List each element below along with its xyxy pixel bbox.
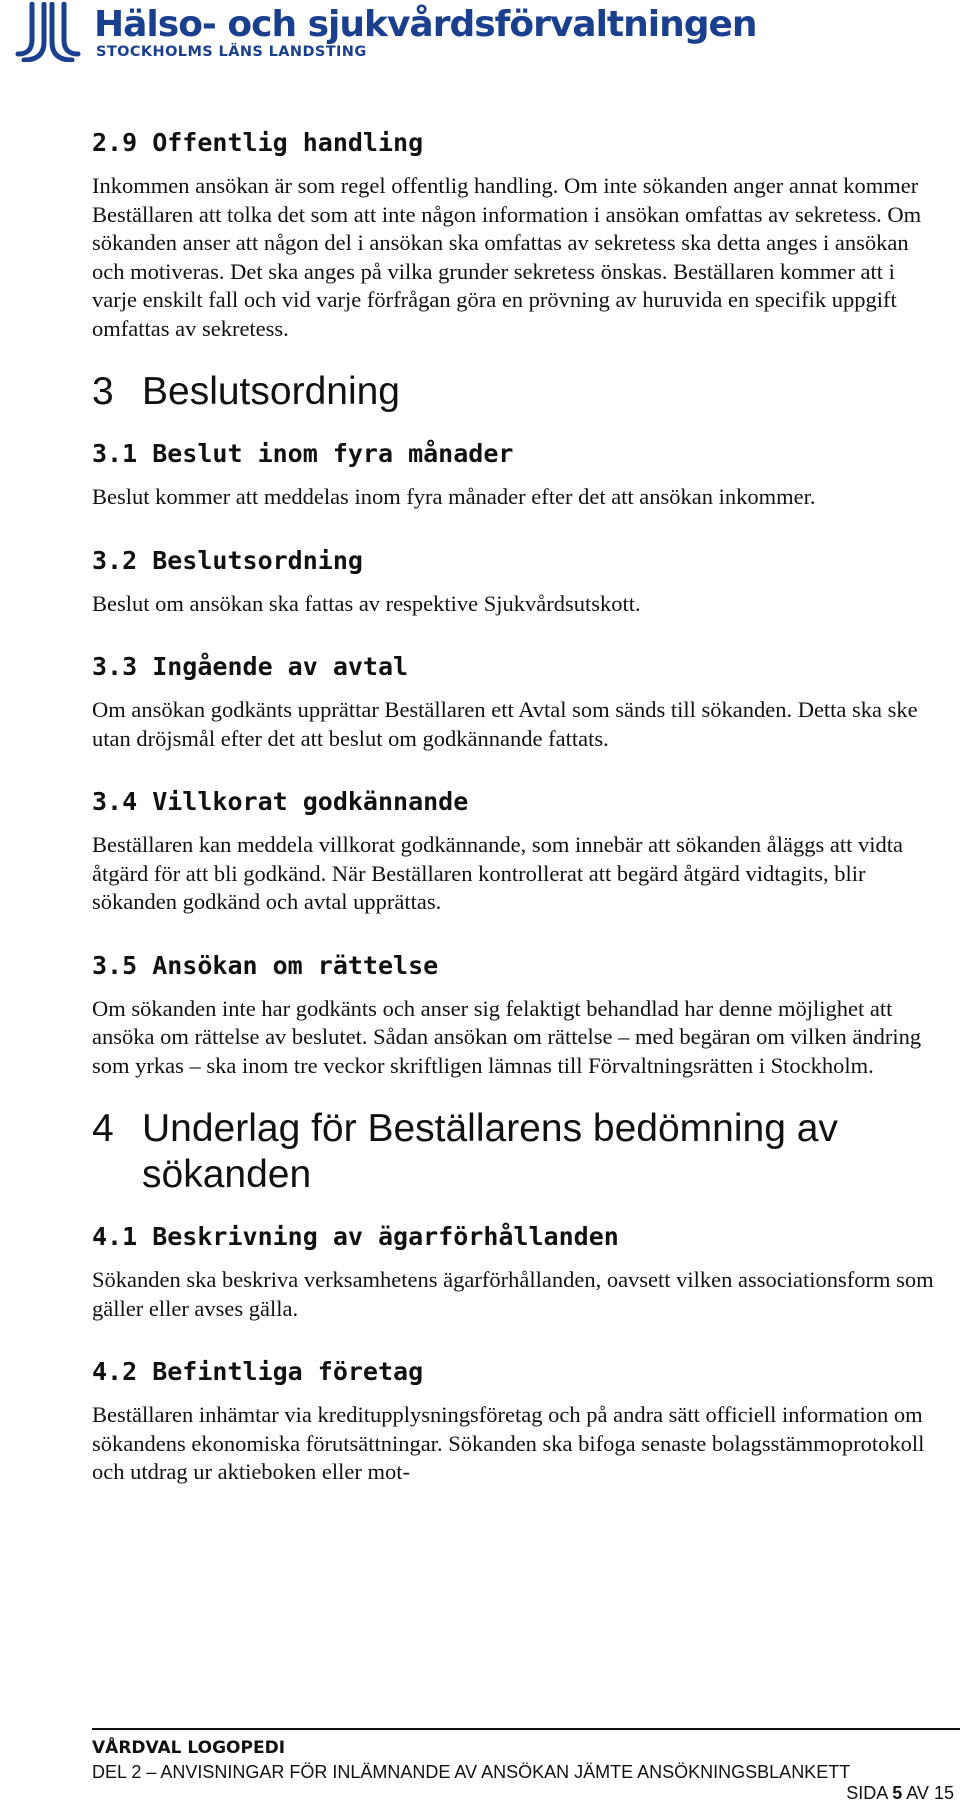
organization-name: Hälso- och sjukvårdsförvaltningen (94, 4, 757, 45)
chapter-number: 4 (92, 1107, 114, 1150)
chapter-number: 3 (92, 370, 114, 413)
chapter-heading-4 (92, 1106, 942, 1198)
chapter-title: Underlag för Beställarens bedömning av sökanden (142, 1107, 838, 1196)
section-heading-2-9: 2.9 Offentlig handling (92, 128, 424, 157)
section-text-4-2: Beställaren inhämtar via kreditupplysningsföretag och på andra sätt officiell information om sökandens ekonomiska förutsättningar. Sökanden ska bifoga senaste bolagsstämmoprotokoll och utdrag ur aktieboken eller mot- (92, 1402, 925, 1484)
footer-divider (92, 1728, 960, 1730)
section-text-3-5: Om sökanden inte har godkänts och anser sig felaktigt behandlad har denne möjlighet att ansöka om rättelse av beslutet. Sådan ansökan om rättelse – med begäran om vilken ändring som yrkas – ska inom tre veckor skriftligen lämnas till Förvaltningsrätten i Stockholm. (92, 995, 922, 1078)
section-heading-3-3: 3.3 Ingående av avtal (92, 652, 409, 681)
section-heading-4-2: 4.2 Befintliga företag (92, 1357, 424, 1386)
page-header (0, 0, 960, 70)
section-heading-3-4: 3.4 Villkorat godkännande (92, 787, 469, 816)
landsting-logo-icon (8, 2, 86, 62)
section-text-2-9: Inkommen ansökan är som regel offentlig handling. Om inte sökanden anger annat kommer Beställaren att tolka det som att inte någon information i ansökan omfattas av sekretess. Om sökanden anser att någon del i ansökan ska omfattas av sekretess ska detta anges i ansökan och motiveras. Det ska anges på vilka grunder sekretess önskas. Beställaren kommer att i varje enskilt fall och vid varje förfrågan göra en prövning av huruvida en specifik uppgift omfattas av sekretess. (92, 173, 922, 341)
page-prefix: SIDA (846, 1783, 888, 1803)
page-number (846, 1783, 954, 1804)
section-heading-4-1: 4.1 Beskrivning av ägarförhållanden (92, 1222, 619, 1251)
section-text-3-1: Beslut kommer att meddelas inom fyra månader efter det att ansökan inkommer. (92, 484, 816, 509)
section-heading-3-1: 3.1 Beslut inom fyra månader (92, 439, 514, 468)
page-current: 5 (892, 1783, 903, 1803)
document-body (92, 128, 942, 1487)
footer-title: VÅRDVAL LOGOPEDI (92, 1738, 286, 1758)
chapter-heading-3 (92, 369, 942, 415)
page-mid: AV (906, 1783, 929, 1803)
footer-subtitle: DEL 2 – ANVISNINGAR FÖR INLÄMNANDE AV ANSÖKAN JÄMTE ANSÖKNINGSBLANKETT (92, 1762, 851, 1782)
organization-subtitle: STOCKHOLMS LÄNS LANDSTING (96, 44, 367, 60)
section-heading-3-2: 3.2 Beslutsordning (92, 545, 363, 575)
page-total: 15 (933, 1783, 954, 1803)
section-text-3-3: Om ansökan godkänts upprättar Beställaren ett Avtal som sänds till sökanden. Detta ska ske utan dröjsmål efter det att beslut om godkännande fattats. (92, 697, 918, 751)
section-heading-3-5: 3.5 Ansökan om rättelse (92, 950, 439, 980)
section-text-3-2: Beslut om ansökan ska fattas av respektive Sjukvårdsutskott. (92, 590, 641, 616)
section-text-3-4: Beställaren kan meddela villkorat godkännande, som innebär att sökanden åläggs att vidta åtgärd för att bli godkänd. När Beställaren kontrollerat att begärd åtgärd vidtagits, blir sökanden godkänd och avtal upprättas. (92, 832, 903, 914)
chapter-title: Beslutsordning (142, 370, 400, 413)
section-text-4-1: Sökanden ska beskriva verksamhetens ägarförhållanden, oavsett vilken associationsform som gäller eller avses gälla. (92, 1267, 934, 1321)
